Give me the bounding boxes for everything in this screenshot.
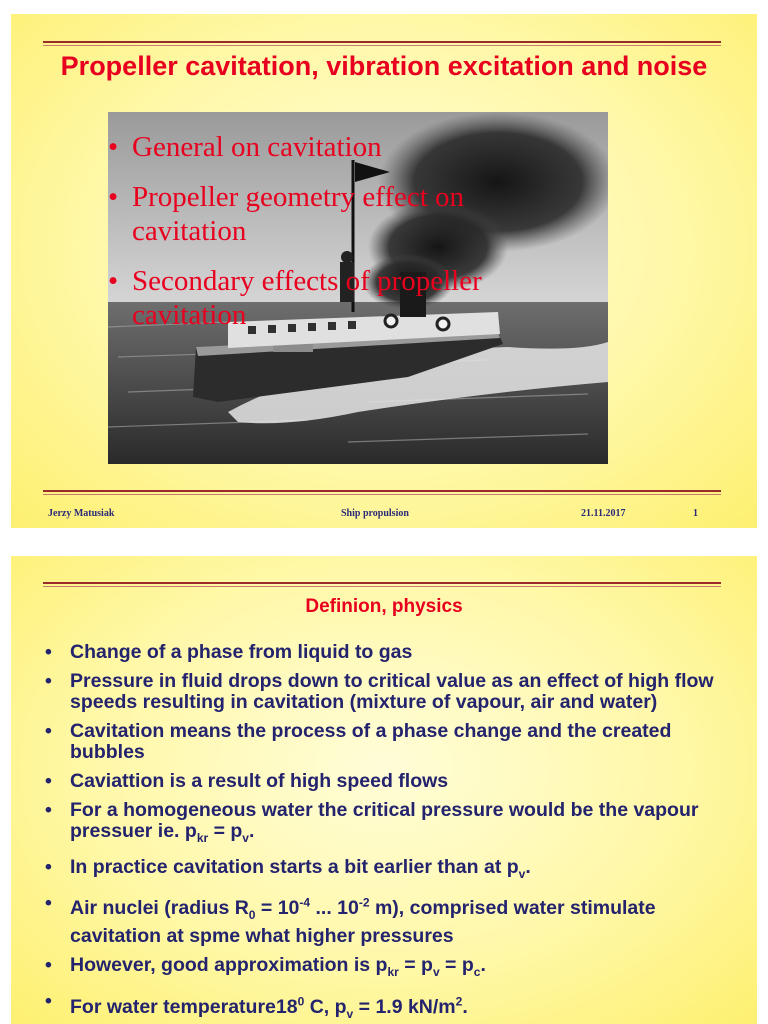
slide-title: Definion, physics [305, 596, 463, 617]
list-item [39, 857, 729, 885]
title-rule [43, 41, 721, 46]
footer-date: 21.11.2017 [581, 508, 626, 519]
bullet-icon: • [45, 891, 52, 914]
bullet-text: For water $temperature18^0$ C, $p_v = 1.9$ $kN/m^2$. [70, 994, 468, 1021]
list-item [39, 771, 729, 792]
bullet-icon: • [45, 990, 52, 1013]
list-item: • Secondary effects of propeller cavitation [108, 265, 482, 331]
bullet-icon: • [45, 770, 52, 792]
bullet-icon: • [45, 799, 52, 821]
slide-1-bullet-list [108, 130, 578, 348]
bullet-icon: • [108, 181, 119, 213]
bullet-text: Pressure in fluid drops down to critical value as an effect of high flow speeds resulting in cavitation (mixture of vapour, air and water) [70, 670, 714, 713]
bullet-text: Caviattion is a result of high speed flows [70, 770, 449, 792]
list-item: • Propeller geometry effect on cavitation [108, 181, 465, 247]
bullet-icon: • [45, 641, 52, 663]
list-item [39, 800, 729, 849]
slide-2-bullet-list [39, 642, 729, 1024]
list-item: • General on cavitation [108, 131, 382, 163]
bullet-text: However, good approximation is $p_{kr} = p_v = p_c$. [70, 954, 486, 980]
slide-title: Propeller cavitation, vibration excitation and noise [60, 51, 708, 81]
bullet-icon: • [108, 131, 119, 163]
bullet-icon: • [108, 265, 119, 297]
list-item [39, 991, 729, 1024]
footer-rule [43, 490, 721, 495]
bullet-text: For a homogeneous water the critical pressure would be the vapour pressuer ie. $p_{kr} = p_v$. [70, 799, 699, 845]
bullet-icon: • [45, 855, 52, 878]
bullet-text: Cavitation means the process of a phase change and the created bubbles [70, 720, 672, 763]
slide-2 [11, 556, 757, 1024]
bullet-text: In practice cavitation starts a bit earlier than at $p_v$. [70, 855, 531, 881]
list-item [39, 955, 729, 983]
list-item [39, 671, 729, 713]
bullet-text: Air nuclei (radius $R_0 = 10^{-4}$ ... $10^{-2}$ m), comprised water stimulate cavitation at spme what higher pressures [70, 895, 656, 948]
bullet-icon: • [45, 670, 52, 692]
bullet-text: Change of a phase from liquid to gas [70, 641, 413, 663]
footer-page-number: 1 [693, 508, 698, 519]
bullet-icon: • [45, 954, 52, 977]
list-item [39, 721, 729, 763]
title-rule [43, 582, 721, 587]
slide-1 [11, 14, 757, 528]
list-item [39, 893, 729, 947]
bullet-icon: • [45, 720, 52, 742]
footer-author: Jerzy Matusiak [48, 508, 115, 519]
footer-course: Ship propulsion [341, 508, 409, 519]
list-item [39, 642, 729, 663]
